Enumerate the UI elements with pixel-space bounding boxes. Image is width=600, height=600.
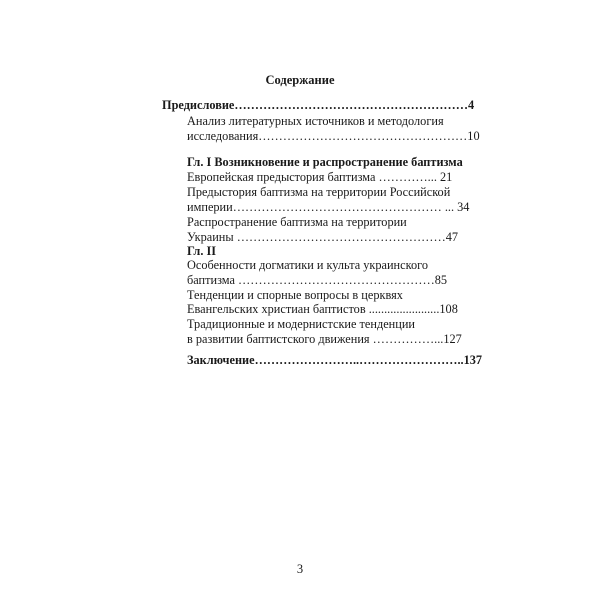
toc-entry: Тенденции и спорные вопросы в церквях bbox=[187, 288, 403, 302]
toc-entry: Анализ литературных источников и методология bbox=[187, 114, 444, 128]
toc-entry: Распространение баптизма на территории bbox=[187, 215, 407, 229]
toc-entry: Особенности догматики и культа украинского bbox=[187, 258, 428, 272]
toc-preface: Предисловие…………………………………………………4 bbox=[162, 98, 475, 112]
toc-chapter-2: Гл. II bbox=[187, 244, 217, 258]
page-title: Содержание bbox=[265, 73, 335, 87]
toc-entry: Традиционные и модернистские тенденции bbox=[187, 317, 415, 331]
toc-entry: в развитии баптистского движения ……………...127 bbox=[187, 332, 462, 346]
toc-entry: Европейская предыстория баптизма …………... 21 bbox=[187, 170, 453, 184]
toc-conclusion: Заключение……………………..……………………..137 bbox=[187, 353, 483, 367]
toc-entry: баптизма …………………………………………85 bbox=[187, 273, 448, 287]
toc-entry: Украины ……………………………………………47 bbox=[187, 230, 459, 244]
toc-chapter-1: Гл. I Возникновение и распространение баптизма bbox=[187, 155, 463, 169]
page-number: 3 bbox=[296, 562, 304, 576]
toc-entry: исследования……………………………………………10 bbox=[187, 129, 480, 143]
toc-entry: империи…………………………………………… ... 34 bbox=[187, 200, 470, 214]
toc-entry: Евангельских христиан баптистов .......................108 bbox=[187, 302, 458, 316]
toc-entry: Предыстория баптизма на территории Российской bbox=[187, 185, 451, 199]
